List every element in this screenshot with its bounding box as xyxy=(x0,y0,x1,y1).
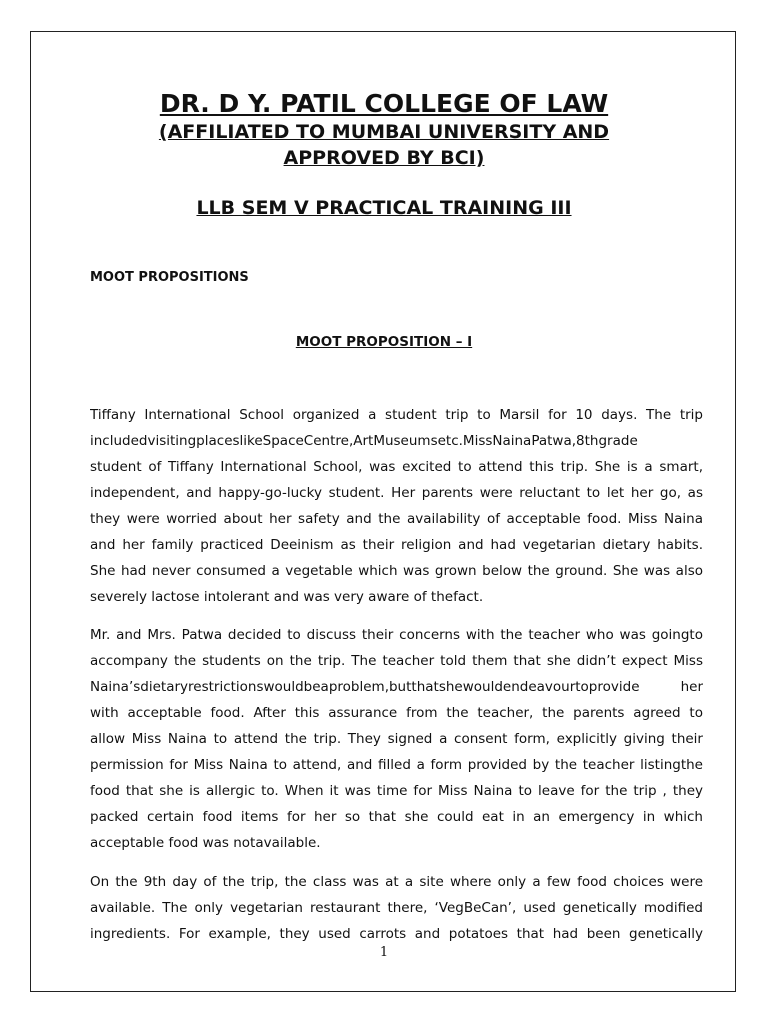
paragraph-line: ingredients. For example, they used carrots and potatoes that had been genetically xyxy=(90,926,703,942)
course-title: LLB SEM V PRACTICAL TRAINING III xyxy=(196,197,572,219)
paragraph-line: with acceptable food. After this assurance from the teacher, the parents agreed to xyxy=(90,705,703,721)
affiliation-subtitle xyxy=(0,119,768,171)
college-title: DR. D Y. PATIL COLLEGE OF LAW xyxy=(159,89,609,118)
paragraph-line: permission for Miss Naina to attend, and filled a form provided by the teacher listingthe xyxy=(90,757,703,773)
affiliation-line-1: (AFFILIATED TO MUMBAI UNIVERSITY AND xyxy=(158,121,610,143)
paragraph-line: acceptable food was notavailable. xyxy=(90,835,321,851)
section-heading: MOOT PROPOSITIONS xyxy=(90,270,249,285)
paragraph-line: student of Tiffany International School, was excited to attend this trip. She is a smart, xyxy=(90,459,703,475)
paragraph-line: On the 9th day of the trip, the class was at a site where only a few food choices were xyxy=(90,874,703,890)
page-number: 1 xyxy=(379,945,389,960)
paragraph-line: food that she is allergic to. When it was time for Miss Naina to leave for the trip , they xyxy=(90,783,703,799)
paragraph-3 xyxy=(90,869,703,947)
paragraph-line: She had never consumed a vegetable which was grown below the ground. She was also xyxy=(90,563,703,579)
paragraph-line: Tiffany International School organized a student trip to Marsil for 10 days. The trip xyxy=(90,407,703,423)
paragraph-line: they were worried about her safety and the availability of acceptable food. Miss Naina xyxy=(90,511,703,527)
paragraph-line: severely lactose intolerant and was very aware of thefact. xyxy=(90,589,484,605)
paragraph-1 xyxy=(90,402,703,610)
proposition-title: MOOT PROPOSITION – I xyxy=(295,334,473,350)
paragraph-line: includedvisitingplaceslikeSpaceCentre,ArtMuseumsetc.MissNainaPatwa,8thgrade xyxy=(90,433,638,449)
paragraph-2 xyxy=(90,622,703,856)
paragraph-line: allow Miss Naina to attend the trip. They signed a consent form, explicitly giving their xyxy=(90,731,703,747)
affiliation-line-2: APPROVED BY BCI) xyxy=(283,147,485,169)
paragraph-line: independent, and happy-go-lucky student. Her parents were reluctant to let her go, as xyxy=(90,485,703,501)
paragraph-line: available. The only vegetarian restaurant there, ‘VegBeCan’, used genetically modified xyxy=(90,900,703,916)
paragraph-line: Naina’sdietaryrestrictionswouldbeaproblem,butthatshewouldendeavourtoprovide her xyxy=(90,679,703,695)
paragraph-line: and her family practiced Deeinism as their religion and had vegetarian dietary habits. xyxy=(90,537,703,553)
paragraph-line: packed certain food items for her so that she could eat in an emergency in which xyxy=(90,809,703,825)
paragraph-line: accompany the students on the trip. The teacher told them that she didn’t expect Miss xyxy=(90,653,703,669)
paragraph-line: Mr. and Mrs. Patwa decided to discuss their concerns with the teacher who was goingto xyxy=(90,627,703,643)
